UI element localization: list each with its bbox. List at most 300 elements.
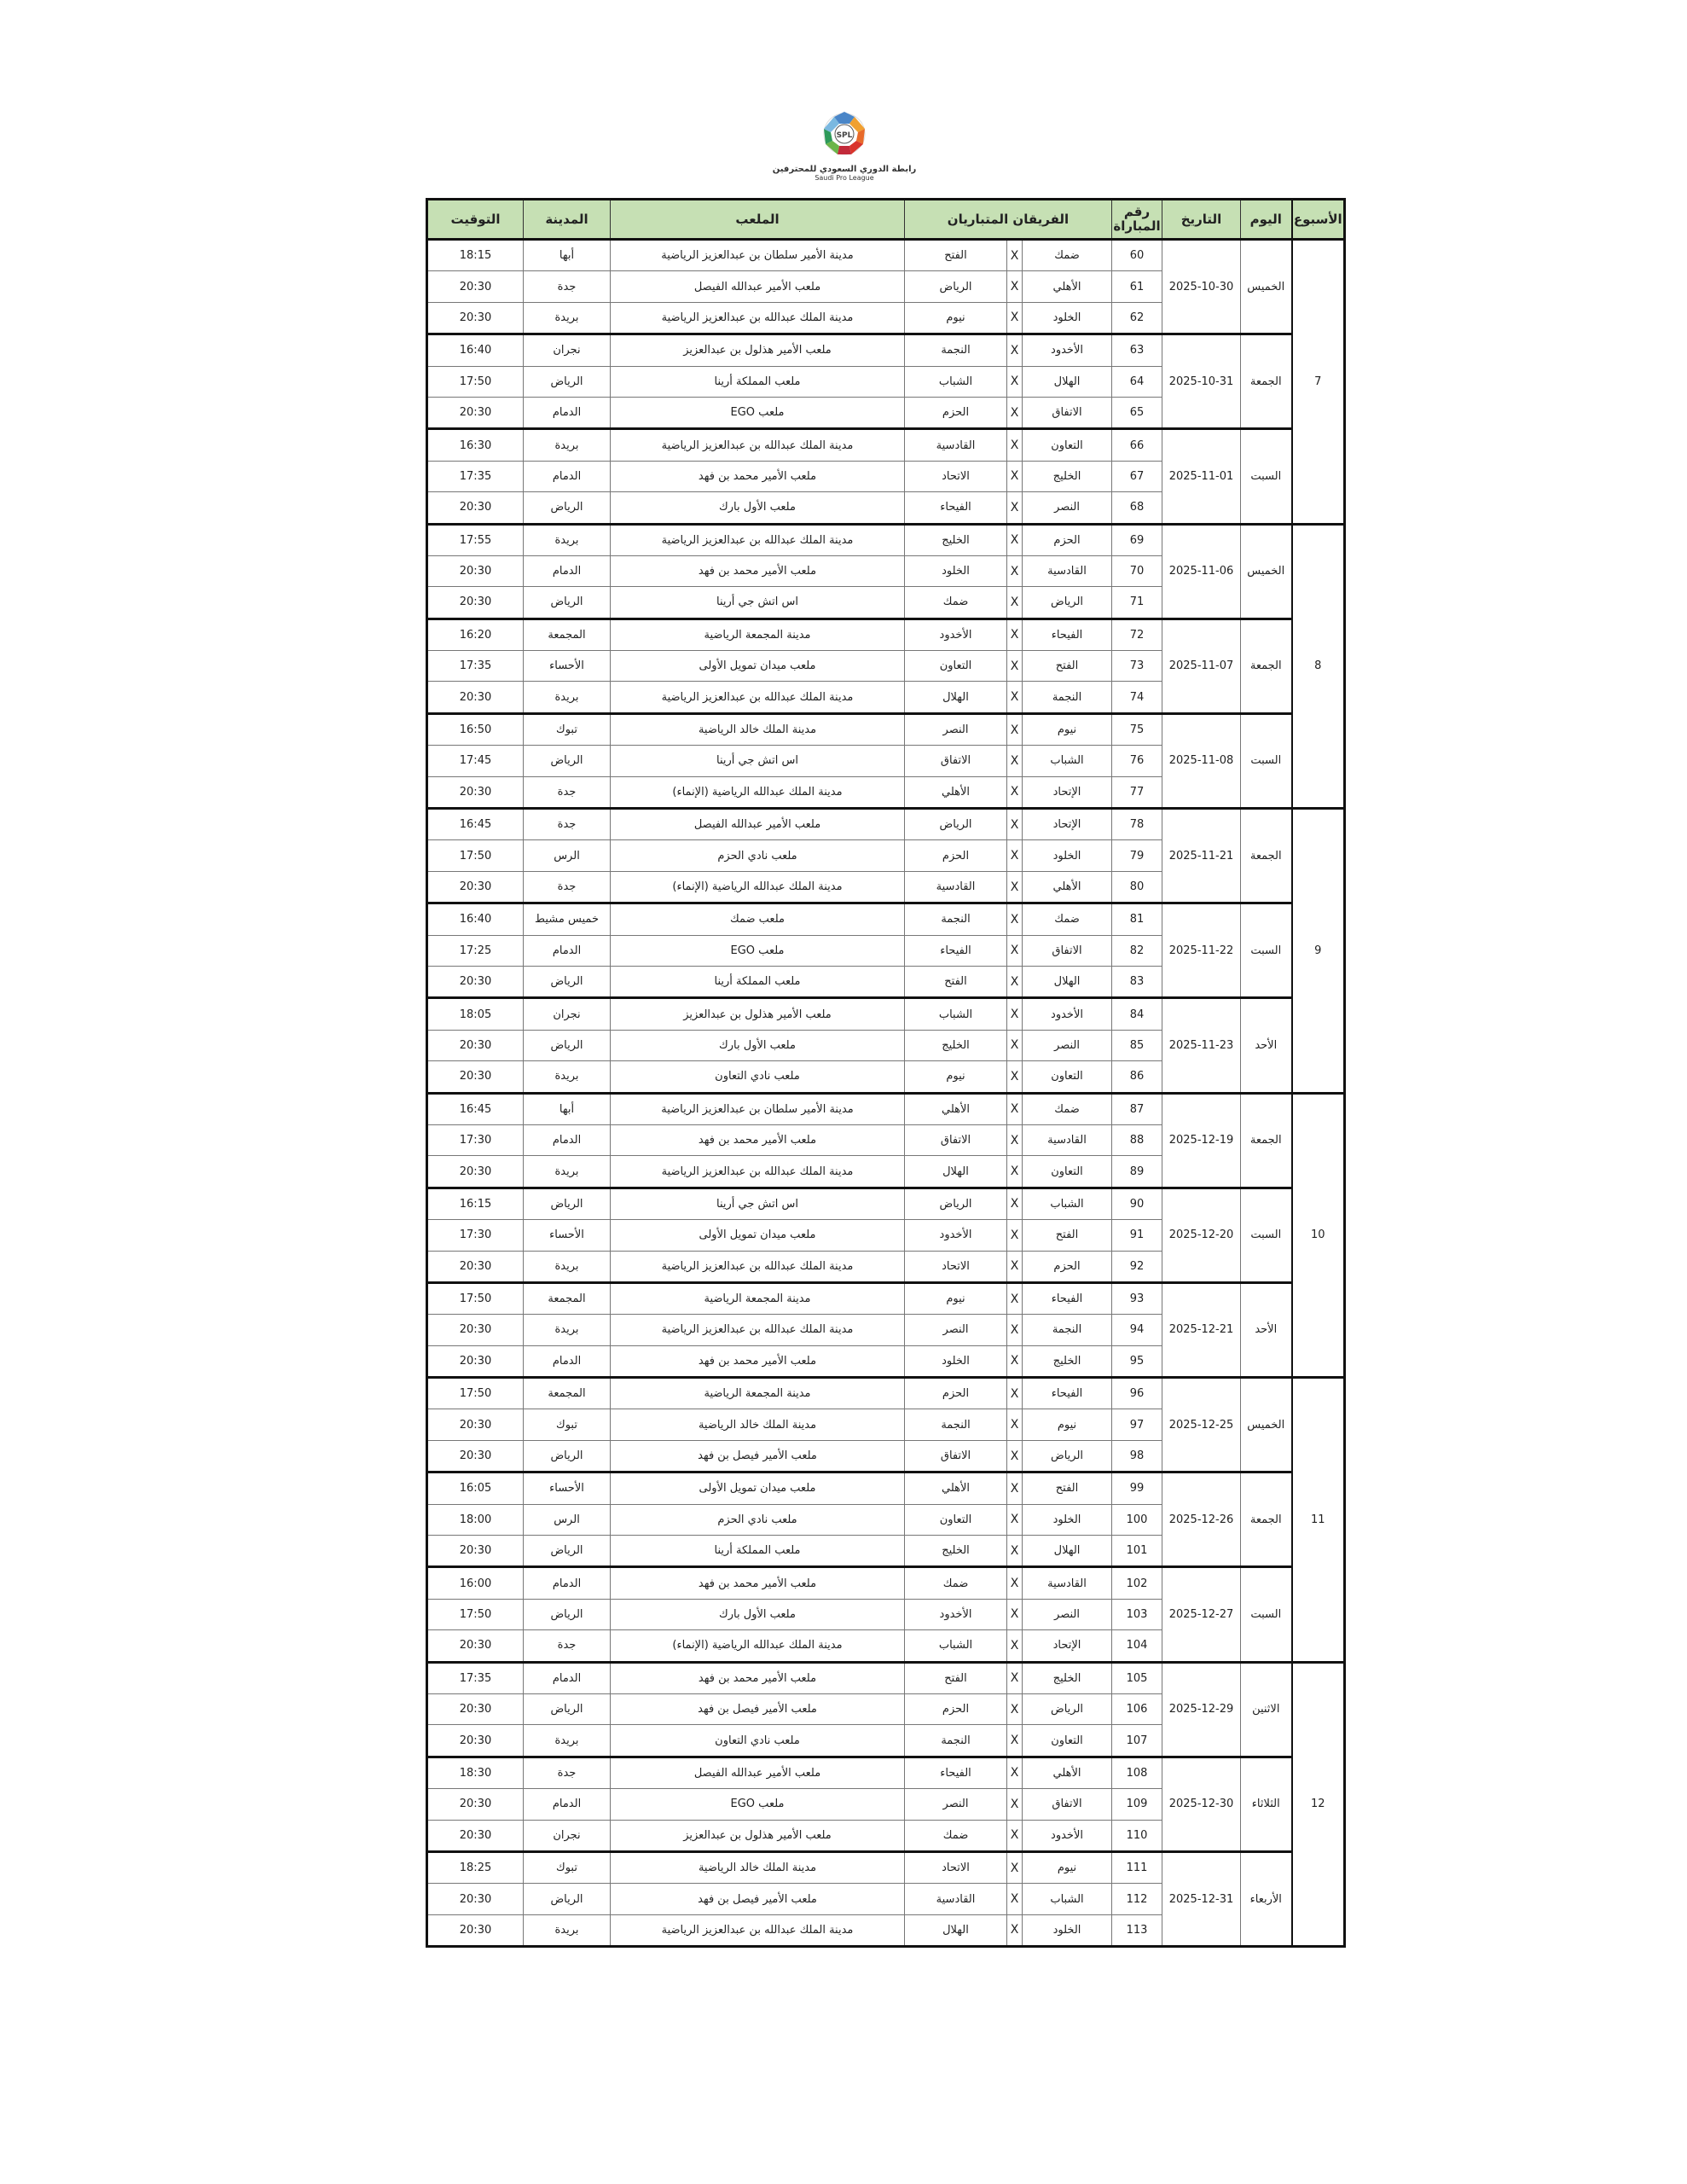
home-team: الشباب <box>1023 1884 1112 1914</box>
match-number: 66 <box>1112 429 1162 461</box>
away-team: القادسية <box>905 1884 1007 1914</box>
home-team: الخليج <box>1023 1345 1112 1377</box>
stadium: ملعب ميدان تمويل الأولى <box>611 651 905 682</box>
versus-mark: X <box>1007 1472 1023 1504</box>
stadium: ملعب الأمير محمد بن فهد <box>611 461 905 491</box>
away-team: الفيحاء <box>905 1757 1007 1788</box>
city: الرياض <box>524 1884 611 1914</box>
match-number: 102 <box>1112 1567 1162 1599</box>
kickoff-time: 17:50 <box>427 366 524 397</box>
match-date: 2025-12-27 <box>1162 1567 1241 1662</box>
stadium: مدينة المجمعة الرياضية <box>611 1378 905 1409</box>
city: الرياض <box>524 1599 611 1629</box>
match-number: 64 <box>1112 366 1162 397</box>
match-number: 110 <box>1112 1820 1162 1851</box>
match-number: 70 <box>1112 555 1162 586</box>
stadium: ملعب الأول بارك <box>611 1030 905 1060</box>
city: أبها <box>524 240 611 271</box>
versus-mark: X <box>1007 1504 1023 1535</box>
stadium: ملعب الأمير عبدالله الفيصل <box>611 271 905 302</box>
home-team: الشباب <box>1023 1188 1112 1219</box>
versus-mark: X <box>1007 1030 1023 1060</box>
away-team: الأخدود <box>905 1220 1007 1251</box>
versus-mark: X <box>1007 1282 1023 1314</box>
stadium: ملعب الأمير محمد بن فهد <box>611 1567 905 1599</box>
versus-mark: X <box>1007 1440 1023 1472</box>
city: أبها <box>524 1093 611 1124</box>
city: تبوك <box>524 713 611 745</box>
versus-mark: X <box>1007 651 1023 682</box>
versus-mark: X <box>1007 1567 1023 1599</box>
match-number: 91 <box>1112 1220 1162 1251</box>
table-row <box>427 334 1345 366</box>
kickoff-time: 20:30 <box>427 682 524 713</box>
versus-mark: X <box>1007 1093 1023 1124</box>
kickoff-time: 20:30 <box>427 271 524 302</box>
away-team: نيوم <box>905 302 1007 334</box>
stadium: مدينة الملك خالد الرياضية <box>611 713 905 745</box>
home-team: الخلود <box>1023 1914 1112 1946</box>
stadium: مدينة الملك عبدالله بن عبدالعزيز الرياضية <box>611 682 905 713</box>
match-date: 2025-12-29 <box>1162 1662 1241 1757</box>
stadium: ملعب الأمير هذلول بن عبدالعزيز <box>611 998 905 1030</box>
city: الدمام <box>524 1567 611 1599</box>
week-number: 11 <box>1292 1378 1345 1663</box>
home-team: الفتح <box>1023 1220 1112 1251</box>
city: الرياض <box>524 1188 611 1219</box>
away-team: الاتفاق <box>905 746 1007 776</box>
match-number: 62 <box>1112 302 1162 334</box>
match-number: 76 <box>1112 746 1162 776</box>
versus-mark: X <box>1007 366 1023 397</box>
fixtures-table <box>426 198 1346 1948</box>
versus-mark: X <box>1007 935 1023 966</box>
city: بريدة <box>524 1315 611 1345</box>
match-number: 92 <box>1112 1251 1162 1282</box>
stadium: مدينة الملك عبدالله بن عبدالعزيز الرياضية <box>611 1914 905 1946</box>
match-number: 81 <box>1112 903 1162 935</box>
kickoff-time: 17:35 <box>427 651 524 682</box>
stadium: مدينة الملك عبدالله بن عبدالعزيز الرياضية <box>611 429 905 461</box>
stadium: ملعب الأول بارك <box>611 1599 905 1629</box>
away-team: النجمة <box>905 903 1007 935</box>
match-date: 2025-11-01 <box>1162 429 1241 524</box>
versus-mark: X <box>1007 966 1023 997</box>
table-row <box>427 240 1345 271</box>
away-team: الخليج <box>905 1030 1007 1060</box>
versus-mark: X <box>1007 1851 1023 1883</box>
city: الرياض <box>524 1536 611 1567</box>
city: الرياض <box>524 1693 611 1724</box>
stadium: ملعب ضمك <box>611 903 905 935</box>
home-team: الهلال <box>1023 966 1112 997</box>
match-number: 111 <box>1112 1851 1162 1883</box>
stadium: مدينة الملك عبدالله بن عبدالعزيز الرياضية <box>611 1251 905 1282</box>
kickoff-time: 20:30 <box>427 1884 524 1914</box>
kickoff-time: 16:45 <box>427 809 524 840</box>
city: الرس <box>524 840 611 871</box>
match-number: 108 <box>1112 1757 1162 1788</box>
city: الدمام <box>524 1124 611 1155</box>
home-team: القادسية <box>1023 555 1112 586</box>
versus-mark: X <box>1007 1630 1023 1662</box>
home-team: ضمك <box>1023 240 1112 271</box>
match-day: السبت <box>1241 903 1292 998</box>
versus-mark: X <box>1007 302 1023 334</box>
home-team: الخلود <box>1023 302 1112 334</box>
table-row <box>427 429 1345 461</box>
match-date: 2025-12-19 <box>1162 1093 1241 1188</box>
week-number: 7 <box>1292 240 1345 525</box>
match-date: 2025-11-21 <box>1162 809 1241 903</box>
stadium: مدينة الملك عبدالله الرياضية (الإنماء) <box>611 871 905 903</box>
kickoff-time: 20:30 <box>427 1315 524 1345</box>
stadium: ملعب الأمير محمد بن فهد <box>611 1124 905 1155</box>
stadium: ملعب EGO <box>611 397 905 428</box>
versus-mark: X <box>1007 776 1023 808</box>
match-number: 69 <box>1112 524 1162 555</box>
away-team: الخلود <box>905 555 1007 586</box>
home-team: الإتحاد <box>1023 1630 1112 1662</box>
versus-mark: X <box>1007 334 1023 366</box>
kickoff-time: 17:50 <box>427 1282 524 1314</box>
versus-mark: X <box>1007 1693 1023 1724</box>
kickoff-time: 16:40 <box>427 903 524 935</box>
away-team: الرياض <box>905 271 1007 302</box>
kickoff-time: 20:30 <box>427 587 524 619</box>
home-team: ضمك <box>1023 903 1112 935</box>
kickoff-time: 18:15 <box>427 240 524 271</box>
away-team: ضمك <box>905 587 1007 619</box>
kickoff-time: 17:55 <box>427 524 524 555</box>
table-row <box>427 998 1345 1030</box>
city: الدمام <box>524 555 611 586</box>
versus-mark: X <box>1007 461 1023 491</box>
match-date: 2025-11-22 <box>1162 903 1241 998</box>
city: جدة <box>524 776 611 808</box>
match-number: 94 <box>1112 1315 1162 1345</box>
match-day: الخميس <box>1241 240 1292 334</box>
versus-mark: X <box>1007 1409 1023 1440</box>
match-number: 72 <box>1112 619 1162 650</box>
city: خميس مشيط <box>524 903 611 935</box>
stadium: مدينة المجمعة الرياضية <box>611 619 905 650</box>
match-date: 2025-12-31 <box>1162 1851 1241 1946</box>
away-team: الاتحاد <box>905 1851 1007 1883</box>
home-team: الخليج <box>1023 1662 1112 1693</box>
match-number: 107 <box>1112 1725 1162 1757</box>
stadium: ملعب نادي التعاون <box>611 1725 905 1757</box>
stadium: ملعب نادي التعاون <box>611 1061 905 1093</box>
home-team: الفيحاء <box>1023 1378 1112 1409</box>
kickoff-time: 20:30 <box>427 966 524 997</box>
kickoff-time: 20:30 <box>427 776 524 808</box>
match-number: 93 <box>1112 1282 1162 1314</box>
versus-mark: X <box>1007 397 1023 428</box>
away-team: الهلال <box>905 682 1007 713</box>
city: جدة <box>524 809 611 840</box>
header-time: التوقيت <box>427 200 524 240</box>
home-team: القادسية <box>1023 1124 1112 1155</box>
away-team: الأخدود <box>905 619 1007 650</box>
match-date: 2025-12-25 <box>1162 1378 1241 1472</box>
versus-mark: X <box>1007 840 1023 871</box>
kickoff-time: 16:40 <box>427 334 524 366</box>
table-row <box>427 809 1345 840</box>
away-team: الخليج <box>905 1536 1007 1567</box>
home-team: الرياض <box>1023 1693 1112 1724</box>
match-number: 63 <box>1112 334 1162 366</box>
home-team: نيوم <box>1023 713 1112 745</box>
kickoff-time: 20:30 <box>427 871 524 903</box>
kickoff-time: 16:50 <box>427 713 524 745</box>
stadium: اس اتش جي أرينا <box>611 587 905 619</box>
kickoff-time: 17:30 <box>427 1220 524 1251</box>
home-team: الأهلي <box>1023 871 1112 903</box>
logo-arabic-text: رابطة الدوري السعودي للمحترفين <box>772 165 917 174</box>
home-team: النصر <box>1023 1599 1112 1629</box>
city: الأحساء <box>524 1220 611 1251</box>
match-date: 2025-12-30 <box>1162 1757 1241 1851</box>
match-number: 61 <box>1112 271 1162 302</box>
header-stadium: الملعب <box>611 200 905 240</box>
match-number: 104 <box>1112 1630 1162 1662</box>
match-number: 100 <box>1112 1504 1162 1535</box>
match-day: السبت <box>1241 1567 1292 1662</box>
away-team: الخليج <box>905 524 1007 555</box>
versus-mark: X <box>1007 1378 1023 1409</box>
away-team: الفتح <box>905 240 1007 271</box>
kickoff-time: 20:30 <box>427 492 524 524</box>
table-row <box>427 1188 1345 1219</box>
home-team: الأخدود <box>1023 1820 1112 1851</box>
away-team: نيوم <box>905 1282 1007 1314</box>
kickoff-time: 20:30 <box>427 1914 524 1946</box>
stadium: مدينة الملك عبدالله الرياضية (الإنماء) <box>611 776 905 808</box>
versus-mark: X <box>1007 713 1023 745</box>
kickoff-time: 17:50 <box>427 1378 524 1409</box>
stadium: ملعب الأمير هذلول بن عبدالعزيز <box>611 1820 905 1851</box>
home-team: الأخدود <box>1023 334 1112 366</box>
match-number: 84 <box>1112 998 1162 1030</box>
away-team: الأخدود <box>905 1599 1007 1629</box>
away-team: الاتحاد <box>905 461 1007 491</box>
match-number: 109 <box>1112 1789 1162 1820</box>
match-day: الجمعة <box>1241 809 1292 903</box>
home-team: النصر <box>1023 492 1112 524</box>
week-number: 12 <box>1292 1662 1345 1947</box>
versus-mark: X <box>1007 619 1023 650</box>
home-team: الأخدود <box>1023 998 1112 1030</box>
away-team: الاتفاق <box>905 1124 1007 1155</box>
header-week: الأسبوع <box>1292 200 1345 240</box>
table-row <box>427 1093 1345 1124</box>
home-team: الإتحاد <box>1023 776 1112 808</box>
table-row <box>427 1282 1345 1314</box>
match-day: السبت <box>1241 1188 1292 1282</box>
kickoff-time: 20:30 <box>427 1345 524 1377</box>
match-date: 2025-11-23 <box>1162 998 1241 1093</box>
league-logo <box>768 107 921 182</box>
versus-mark: X <box>1007 746 1023 776</box>
city: الدمام <box>524 1345 611 1377</box>
home-team: ضمك <box>1023 1093 1112 1124</box>
away-team: الحزم <box>905 1378 1007 1409</box>
versus-mark: X <box>1007 1220 1023 1251</box>
away-team: الاتفاق <box>905 1440 1007 1472</box>
home-team: الاتفاق <box>1023 397 1112 428</box>
stadium: مدينة الملك خالد الرياضية <box>611 1409 905 1440</box>
kickoff-time: 17:30 <box>427 1124 524 1155</box>
away-team: الشباب <box>905 1630 1007 1662</box>
match-date: 2025-10-31 <box>1162 334 1241 429</box>
away-team: الحزم <box>905 1693 1007 1724</box>
stadium: ملعب المملكة أرينا <box>611 1536 905 1567</box>
stadium: ملعب الأمير فيصل بن فهد <box>611 1693 905 1724</box>
away-team: النجمة <box>905 1725 1007 1757</box>
kickoff-time: 16:30 <box>427 429 524 461</box>
kickoff-time: 16:45 <box>427 1093 524 1124</box>
kickoff-time: 17:25 <box>427 935 524 966</box>
versus-mark: X <box>1007 271 1023 302</box>
stadium: مدينة الأمير سلطان بن عبدالعزيز الرياضية <box>611 1093 905 1124</box>
city: جدة <box>524 1757 611 1788</box>
home-team: التعاون <box>1023 1061 1112 1093</box>
kickoff-time: 20:30 <box>427 1725 524 1757</box>
home-team: الاتفاق <box>1023 935 1112 966</box>
match-day: الاثنين <box>1241 1662 1292 1757</box>
city: بريدة <box>524 1156 611 1188</box>
city: بريدة <box>524 1725 611 1757</box>
week-number: 9 <box>1292 809 1345 1094</box>
fixtures-body <box>427 240 1345 1947</box>
versus-mark: X <box>1007 555 1023 586</box>
home-team: الإتحاد <box>1023 809 1112 840</box>
city: الدمام <box>524 397 611 428</box>
city: الدمام <box>524 1789 611 1820</box>
stadium: اس اتش جي أرينا <box>611 1188 905 1219</box>
stadium: ملعب الأمير فيصل بن فهد <box>611 1440 905 1472</box>
kickoff-time: 20:30 <box>427 1630 524 1662</box>
match-number: 65 <box>1112 397 1162 428</box>
home-team: الفتح <box>1023 651 1112 682</box>
home-team: الفيحاء <box>1023 619 1112 650</box>
kickoff-time: 20:30 <box>427 1156 524 1188</box>
away-team: الحزم <box>905 840 1007 871</box>
home-team: الأهلي <box>1023 1757 1112 1788</box>
away-team: الهلال <box>905 1914 1007 1946</box>
versus-mark: X <box>1007 492 1023 524</box>
stadium: مدينة الملك عبدالله بن عبدالعزيز الرياضية <box>611 524 905 555</box>
home-team: الخلود <box>1023 1504 1112 1535</box>
table-row <box>427 1757 1345 1788</box>
header-day: اليوم <box>1241 200 1292 240</box>
kickoff-time: 18:00 <box>427 1504 524 1535</box>
stadium: ملعب نادي الحزم <box>611 1504 905 1535</box>
match-number: 86 <box>1112 1061 1162 1093</box>
kickoff-time: 18:05 <box>427 998 524 1030</box>
table-row <box>427 1851 1345 1883</box>
away-team: النصر <box>905 713 1007 745</box>
home-team: الأهلي <box>1023 271 1112 302</box>
versus-mark: X <box>1007 682 1023 713</box>
match-number: 87 <box>1112 1093 1162 1124</box>
match-number: 99 <box>1112 1472 1162 1504</box>
away-team: الفيحاء <box>905 935 1007 966</box>
kickoff-time: 20:30 <box>427 1536 524 1567</box>
match-number: 85 <box>1112 1030 1162 1060</box>
match-number: 80 <box>1112 871 1162 903</box>
city: بريدة <box>524 524 611 555</box>
away-team: الشباب <box>905 998 1007 1030</box>
match-day: الجمعة <box>1241 1472 1292 1567</box>
away-team: الحزم <box>905 397 1007 428</box>
stadium: ملعب الأمير هذلول بن عبدالعزيز <box>611 334 905 366</box>
stadium: ملعب الأول بارك <box>611 492 905 524</box>
away-team: الاتحاد <box>905 1251 1007 1282</box>
city: الأحساء <box>524 651 611 682</box>
versus-mark: X <box>1007 1757 1023 1788</box>
home-team: التعاون <box>1023 1156 1112 1188</box>
away-team: ضمك <box>905 1820 1007 1851</box>
table-row <box>427 1567 1345 1599</box>
match-number: 113 <box>1112 1914 1162 1946</box>
match-number: 96 <box>1112 1378 1162 1409</box>
match-day: الجمعة <box>1241 619 1292 713</box>
home-team: التعاون <box>1023 1725 1112 1757</box>
stadium: ملعب المملكة أرينا <box>611 966 905 997</box>
kickoff-time: 17:35 <box>427 1662 524 1693</box>
versus-mark: X <box>1007 524 1023 555</box>
versus-mark: X <box>1007 1789 1023 1820</box>
stadium: ملعب المملكة أرينا <box>611 366 905 397</box>
stadium: ملعب الأمير محمد بن فهد <box>611 1662 905 1693</box>
logo-english-text: Saudi Pro League <box>815 174 874 182</box>
city: جدة <box>524 871 611 903</box>
match-day: الأحد <box>1241 998 1292 1093</box>
city: الرياض <box>524 1030 611 1060</box>
table-row <box>427 713 1345 745</box>
home-team: الخليج <box>1023 461 1112 491</box>
match-day: الأربعاء <box>1241 1851 1292 1946</box>
kickoff-time: 20:30 <box>427 555 524 586</box>
away-team: الهلال <box>905 1156 1007 1188</box>
match-day: الخميس <box>1241 1378 1292 1472</box>
home-team: الرياض <box>1023 1440 1112 1472</box>
home-team: الفتح <box>1023 1472 1112 1504</box>
city: جدة <box>524 1630 611 1662</box>
city: الرياض <box>524 492 611 524</box>
match-day: الجمعة <box>1241 334 1292 429</box>
away-team: الأهلي <box>905 1093 1007 1124</box>
header-match-no: رقم المباراة <box>1112 200 1162 240</box>
city: الدمام <box>524 1662 611 1693</box>
match-day: الثلاثاء <box>1241 1757 1292 1851</box>
city: نجران <box>524 998 611 1030</box>
match-number: 89 <box>1112 1156 1162 1188</box>
city: نجران <box>524 1820 611 1851</box>
match-number: 97 <box>1112 1409 1162 1440</box>
home-team: نيوم <box>1023 1851 1112 1883</box>
match-date: 2025-12-20 <box>1162 1188 1241 1282</box>
match-day: السبت <box>1241 429 1292 524</box>
kickoff-time: 18:25 <box>427 1851 524 1883</box>
versus-mark: X <box>1007 903 1023 935</box>
stadium: ملعب الأمير عبدالله الفيصل <box>611 1757 905 1788</box>
versus-mark: X <box>1007 1124 1023 1155</box>
city: المجمعة <box>524 619 611 650</box>
city: المجمعة <box>524 1378 611 1409</box>
